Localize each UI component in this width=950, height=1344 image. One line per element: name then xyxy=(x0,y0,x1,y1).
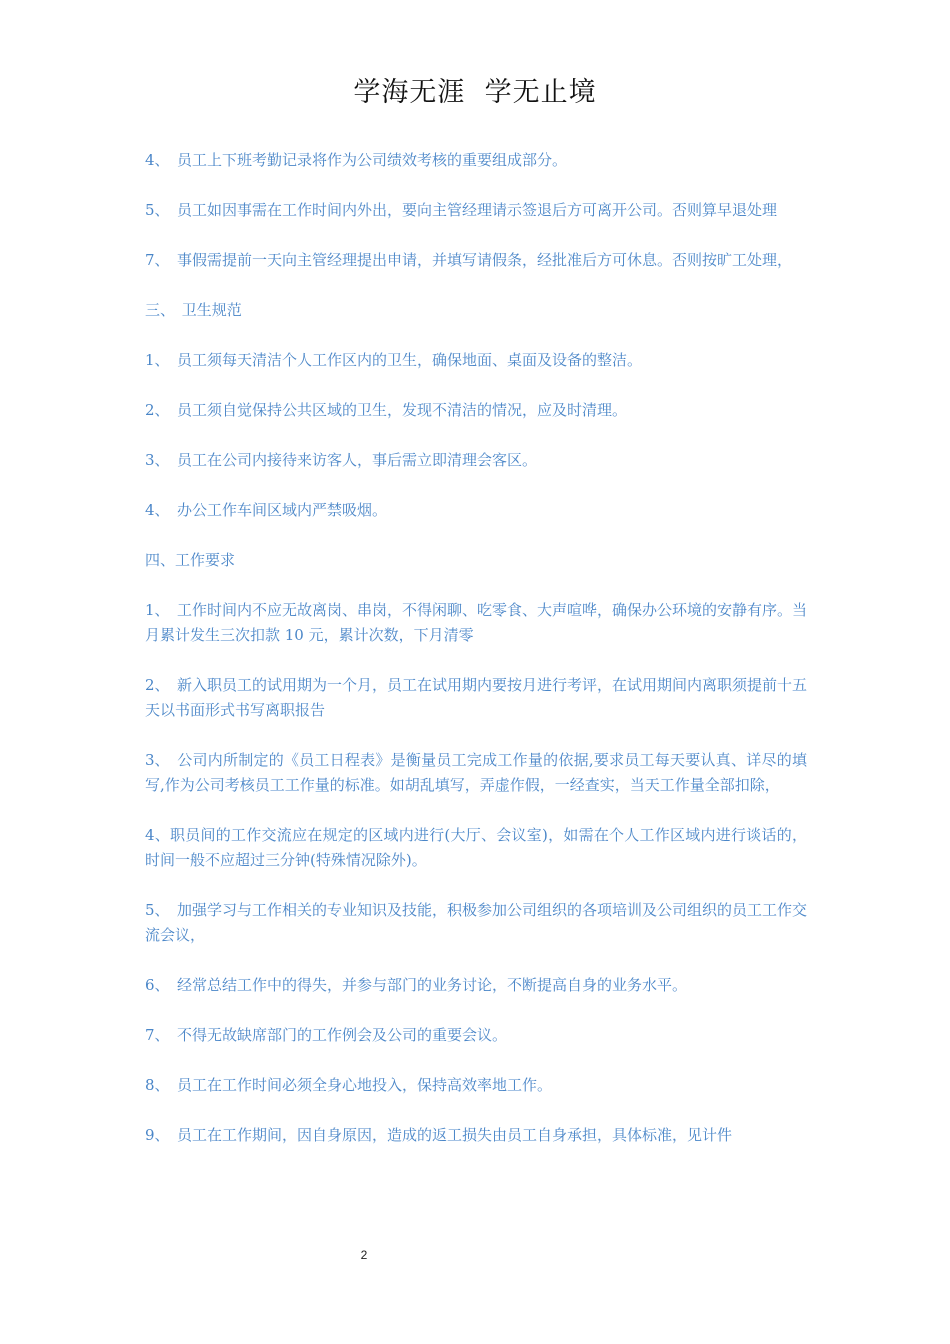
paragraph xyxy=(145,198,807,223)
paragraph xyxy=(145,598,807,648)
section-heading xyxy=(145,548,807,573)
section-number: 三、 xyxy=(145,301,176,319)
paragraph xyxy=(145,398,807,423)
paragraph xyxy=(145,348,807,373)
paragraph-text: 4、职员间的工作交流应在规定的区域内进行(大厅、会议室)，如需在个人工作区域内进行谈话的，时间一般不应超过三分钟(特殊情况除外)。 xyxy=(145,826,807,869)
paragraph-text: 员工在工作期间，因自身原因，造成的返工损失由员工自身承担，具体标准，见计件 xyxy=(177,1126,733,1144)
paragraph-text: 办公工作车间区域内严禁吸烟。 xyxy=(177,501,388,519)
paragraph xyxy=(145,673,807,723)
item-number: 7、 xyxy=(145,251,170,269)
item-number: 2、 xyxy=(145,676,170,694)
item-number: 6、 xyxy=(145,976,170,994)
paragraph xyxy=(145,248,807,273)
paragraph-text: 公司内所制定的《员工日程表》是衡量员工完成工作量的依据,要求员工每天要认真、详尽的填写,作为公司考核员工工作量的标准。如胡乱填写，弄虚作假，一经查实，当天工作量全部扣除， xyxy=(145,751,807,794)
item-number: 5、 xyxy=(145,901,170,919)
paragraph-text: 员工上下班考勤记录将作为公司绩效考核的重要组成部分。 xyxy=(177,151,568,169)
paragraph xyxy=(145,898,807,948)
item-number: 4、 xyxy=(145,151,170,169)
paragraph-text: 员工须每天清洁个人工作区内的卫生，确保地面、桌面及设备的整洁。 xyxy=(177,351,643,369)
paragraph-text: 员工须自觉保持公共区域的卫生，发现不清洁的情况，应及时清理。 xyxy=(177,401,628,419)
paragraph-text: 新入职员工的试用期为一个月，员工在试用期内要按月进行考评，在试用期间内离职须提前十五天以书面形式书写离职报告 xyxy=(145,676,808,719)
paragraph xyxy=(145,148,807,173)
header-title: 学海无涯 学无止境 xyxy=(353,77,597,108)
item-number: 9、 xyxy=(145,1126,170,1144)
item-number: 1、 xyxy=(145,601,170,619)
paragraph-text: 不得无故缺席部门的工作例会及公司的重要会议。 xyxy=(177,1026,508,1044)
page-number: 2 xyxy=(360,1248,368,1262)
section-heading-text: 四、工作要求 xyxy=(145,551,236,569)
paragraph-text: 工作时间内不应无故离岗、串岗，不得闲聊、吃零食、大声喧哗，确保办公环境的安静有序。当月累计发生三次扣款 10 元，累计次数，下月清零 xyxy=(145,601,808,644)
item-number: 1、 xyxy=(145,351,170,369)
paragraph xyxy=(145,973,807,998)
paragraph-text: 员工在公司内接待来访客人，事后需立即清理会客区。 xyxy=(177,451,538,469)
item-number: 7、 xyxy=(145,1026,170,1044)
item-number: 2、 xyxy=(145,401,170,419)
paragraph xyxy=(145,448,807,473)
paragraph xyxy=(145,748,807,798)
item-number: 4、 xyxy=(145,501,170,519)
section-heading-text: 卫生规范 xyxy=(177,301,242,319)
item-number: 8、 xyxy=(145,1076,170,1094)
paragraph xyxy=(145,498,807,523)
paragraph-text: 经常总结工作中的得失，并参与部门的业务讨论，不断提高自身的业务水平。 xyxy=(177,976,688,994)
paragraph-text: 员工在工作时间必须全身心地投入，保持高效率地工作。 xyxy=(177,1076,553,1094)
paragraph xyxy=(145,1073,807,1098)
paragraph-text: 事假需提前一天向主管经理提出申请，并填写请假条，经批准后方可休息。否则按旷工处理， xyxy=(177,251,793,269)
section-heading xyxy=(145,298,807,323)
paragraph-text: 加强学习与工作相关的专业知识及技能，积极参加公司组织的各项培训及公司组织的员工工作交流会议， xyxy=(145,901,808,944)
paragraph xyxy=(145,1123,807,1148)
paragraph xyxy=(145,1023,807,1048)
item-number: 3、 xyxy=(145,751,170,769)
document-body xyxy=(145,148,807,1173)
paragraph-text: 员工如因事需在工作时间内外出，要向主管经理请示签退后方可离开公司。否则算早退处理 xyxy=(177,201,778,219)
item-number: 3、 xyxy=(145,451,170,469)
item-number: 5、 xyxy=(145,201,170,219)
paragraph xyxy=(145,823,807,873)
